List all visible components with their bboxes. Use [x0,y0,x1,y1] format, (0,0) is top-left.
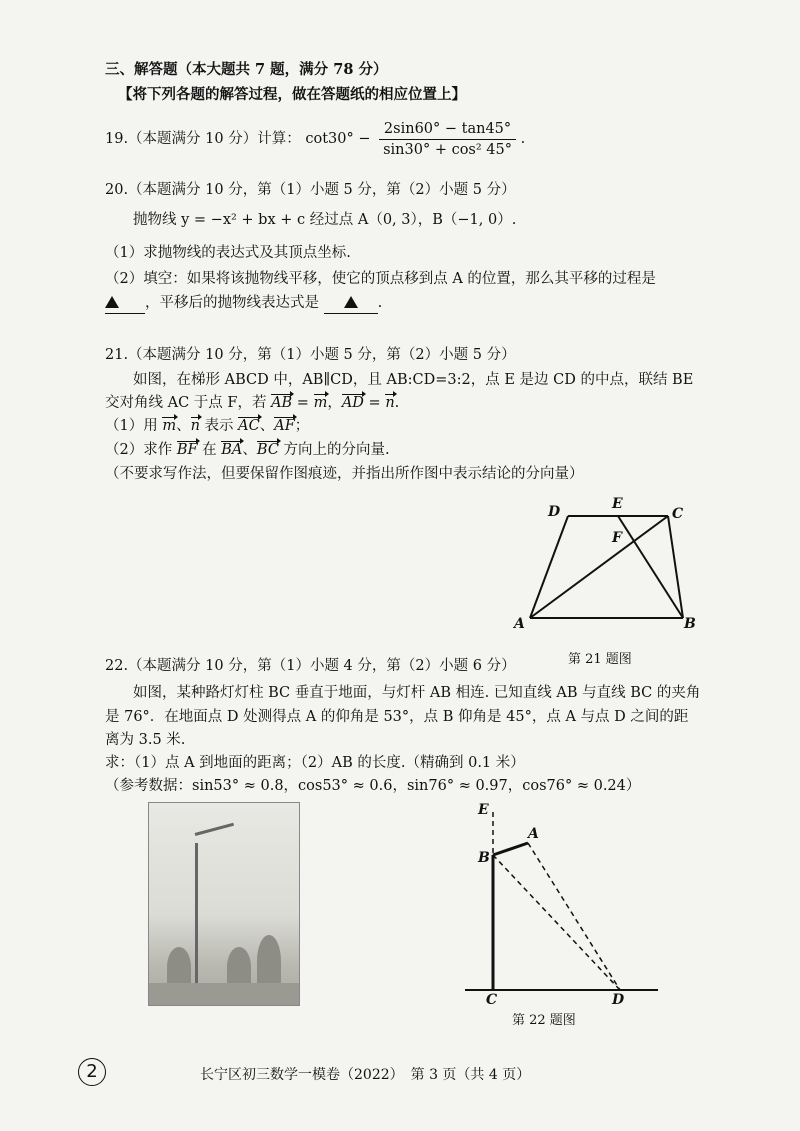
q22-header: 22.（本题满分 10 分，第（1）小题 4 分，第（2）小题 6 分） [105,658,516,674]
label-a: A [528,826,539,842]
label-b: B [684,616,696,632]
q20-part2b-end: . [377,295,383,311]
diagonal-ac [530,516,668,618]
q20-part2a: （2）填空：如果将该抛物线平移，使它的顶点移到点 A 的位置，那么其平移的过程是 [105,271,656,287]
caption-22: 第 22 题图 [512,1013,576,1028]
q21-part1b: 表示 [199,418,239,434]
q19-denominator: sin30° + cos² 45° [383,141,512,158]
label-b: B [478,850,490,866]
q22-stem2: 是 76°．在地面点 D 处测得点 A 的仰角是 53°，点 B 仰角是 45°，点 A 与点 D 之间的距 [105,709,689,725]
q20-part2b-mid: ，平移后的抛物线表达式是 [145,295,319,311]
q21-header: 21.（本题满分 10 分，第（1）小题 5 分，第（2）小题 5 分） [105,347,516,363]
answer-blank-2[interactable] [324,293,378,314]
q19-lead: cot30° − [305,131,371,147]
q21-part1-end: ； [294,418,310,434]
sightline-ad [528,843,620,990]
section-title: 三、解答题（本大题共 7 题，满分 78 分） [105,61,388,78]
q22-ask: 求：（1）点 A 到地面的距离；（2）AB 的长度.（精确到 0.1 米） [105,755,525,771]
tree [257,935,281,987]
label-f: F [612,530,622,546]
q21-part2c: 方向上的分向量. [278,442,390,458]
lamp-arm [195,823,234,836]
vector-ab: AB [271,395,293,411]
q21-part1 [105,416,309,436]
tree [227,947,251,987]
q21-part1a: （1）用 [105,418,163,434]
q19-prefix: 19.（本题满分 10 分）计算： [105,131,301,147]
label-d: D [548,504,561,520]
q21-part1-sep: 、 [176,418,191,434]
footer-text: 长宁区初三数学一模卷（2022） 第 3 页（共 4 页） [200,1067,531,1083]
q22-ref: （参考数据：sin53° ≈ 0.8，cos53° ≈ 0.6，sin76° ≈ 0.97，cos76° ≈ 0.24） [105,778,641,794]
q20-part2b [105,293,382,314]
label-d: D [612,992,625,1008]
vector-n: n [190,418,200,434]
ground [149,983,299,1005]
label-c: C [486,992,498,1008]
q19-fraction [379,119,516,160]
caption-21: 第 21 题图 [568,652,632,667]
vector-bc: BC [256,442,279,458]
label-c: C [672,506,684,522]
q21-part1-sep2: 、 [259,418,275,434]
answer-blank-1[interactable] [105,293,145,314]
vector-af: AF [274,418,295,434]
q21-stem2-end: . [394,395,400,411]
label-e: E [478,802,489,818]
q21-part2b: 在 [197,442,222,458]
vector-ac: AC [238,418,260,434]
edge-cb [668,516,683,618]
tree [167,947,191,987]
q20-header: 20.（本题满分 10 分，第（1）小题 5 分，第（2）小题 5 分） [105,182,516,198]
q21-part2 [105,440,390,460]
edge-da [530,516,568,618]
q21-part2-sep: 、 [242,442,257,458]
q21-part2a: （2）求作 [105,442,177,458]
vector-bf: BF [176,442,198,458]
q21-stem2a: 交对角线 AC 于点 F，若 [105,395,272,411]
q21-note: （不要求写作法，但要保留作图痕迹，并指出所作图中表示结论的分向量） [105,466,584,482]
q21-eq: = [292,395,314,411]
q21-stem2 [105,393,399,413]
q21-stem1: 如图，在梯形 ABCD 中，AB∥CD，且 AB:CD=3:2，点 E 是边 CD 的中点，联结 BE [133,372,694,388]
question-19 [105,117,525,161]
q19-numerator: 2sin60° − tan45° [379,119,516,140]
vector-ad: AD [341,395,364,411]
q20-stem: 抛物线 y = −x² + bx + c 经过点 A（0, 3），B（−1, 0）. [133,212,517,228]
triangle-icon [105,296,119,308]
q21-eq2: = [363,395,386,411]
vector-ba: BA [221,442,243,458]
section-instruction: 【将下列各题的解答过程，做在答题纸的相应位置上】 [118,86,466,103]
vector-m: m [162,418,177,434]
page-circle-number: 2 [78,1058,106,1086]
q19-end: . [520,131,526,147]
sightline-bd [493,855,620,990]
q21-sep: ， [327,395,342,411]
lamp-ab [493,843,528,855]
label-a: A [514,616,525,632]
q20-part1: （1）求抛物线的表达式及其顶点坐标. [105,245,351,261]
q22-stem1: 如图，某种路灯灯柱 BC 垂直于地面，与灯杆 AB 相连. 已知直线 AB 与直线 BC 的夹角 [133,685,701,701]
lamp-pole [195,843,198,993]
streetlight-photo [148,802,300,1006]
vector-n: n [385,395,395,411]
q22-stem3: 离为 3.5 米. [105,732,186,748]
vector-m: m [313,395,328,411]
segment-be [618,516,683,618]
label-e: E [612,496,623,512]
triangle-icon [344,296,358,308]
